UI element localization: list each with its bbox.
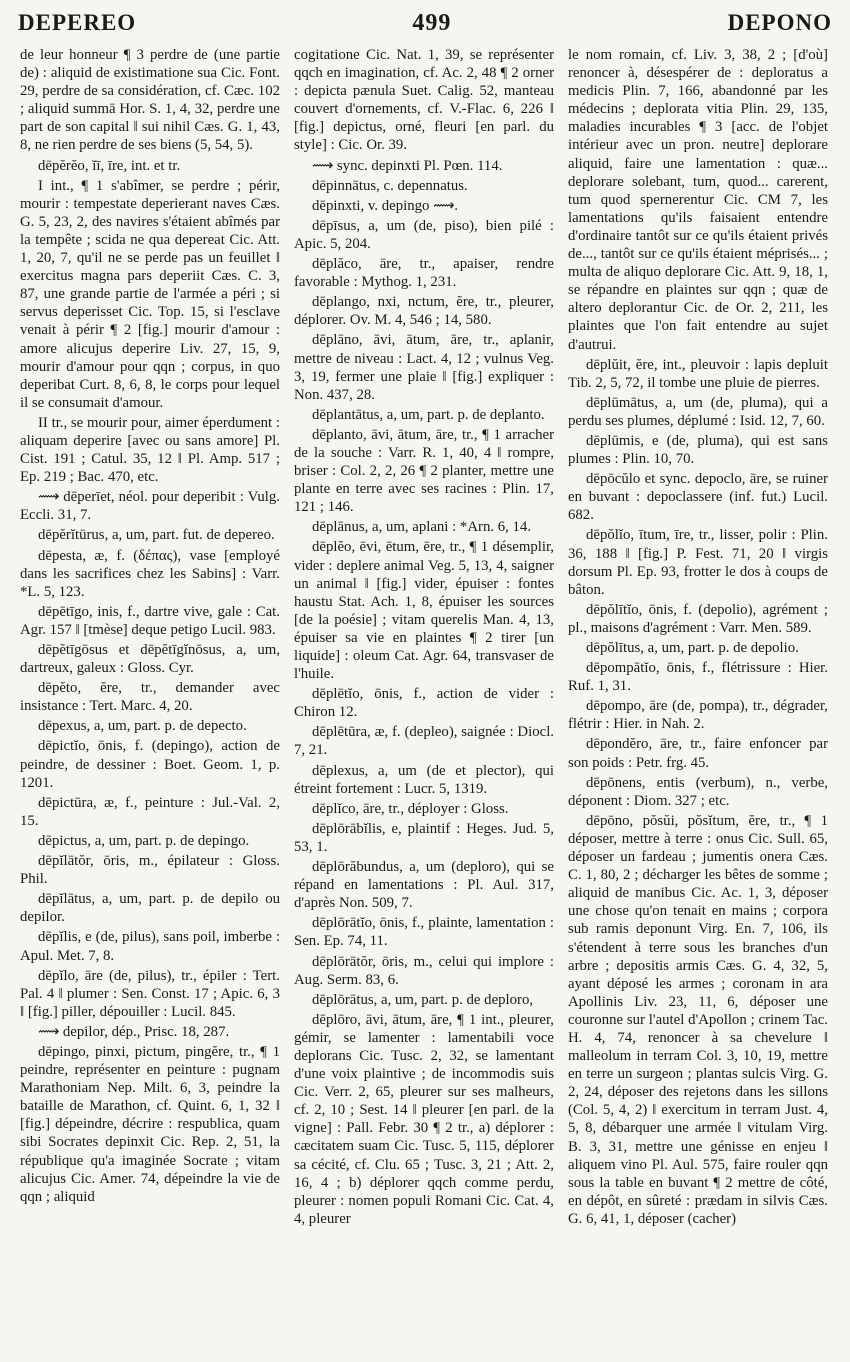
dictionary-entry: dēplōrātus, a, um, part. p. de deploro, bbox=[312, 991, 534, 1008]
dictionary-entry: dēpĕtīgōsus et dēpĕtīgĭnōsus, a, um, dartreux, galeux : Gloss. Cyr. bbox=[20, 642, 280, 677]
dictionary-entry: dēplōrātĭo, ōnis, f., plainte, lamentation : Sen. Ep. 74, 11. bbox=[294, 915, 554, 950]
dictionary-entry: dēpĕrĭtūrus, a, um, part. fut. de depereo. bbox=[38, 527, 275, 544]
dictionary-entry: dēplānus, a, um, aplani : *Arn. 6, 14. bbox=[312, 519, 532, 536]
dictionary-entry: dēplūmis, e (de, pluma), qui est sans plumes : Plin. 10, 70. bbox=[568, 432, 828, 468]
dictionary-entry: dēpinxti, v. depingo ⟿. bbox=[312, 197, 459, 214]
dictionary-entry: dēplĕo, ēvi, ētum, ēre, tr., ¶ 1 désemplir, vider : deplere animal Veg. 5, 13, 4, saigner un animal ‖ [fig.] vider, épuiser : fontes haustu Stat. Ach. 1, 8, épuiser les sources [de la poésie] ; vitam querelis Man. 4, 13, épuiser sa vie en plaintes ¶ 2 tirer [un liquide] : oleum Cat. Agr. 64, transvaser de l'huile. bbox=[294, 539, 554, 683]
right-guide-word: DEPONO bbox=[727, 10, 832, 35]
entry-text: le nom romain, cf. Liv. 3, 38, 2 ; [d'où] renoncer à, désespérer de : deploratus a medicis Plin. 7, 166, abandonné par les médecins ; deplorata vitia Plin. 29, 135, maladies incurables ¶ 3 [acc. de l'objet intérieur avec un pron. neutre] deplorare aliquid, faire une lamentation : quæ... deplorare solebant, tum, quod... carerent, tum quod spernerentur Cic. CM 7, les lamentations qu'ils faisaient entendre d'ordinaire tantôt sur ce qu'ils étaient privés de..., tantôt sur ce qu'ils étaient méprisés... ; multa de aliquo deplorare Cic. Att. 9, 18, 1, se répandre en plaintes sur qqn ; quæ de altero deplorantur Cic. de Or. 2, 211, les plaintes que l'on fait entendre au sujet d'autrui. bbox=[568, 47, 828, 353]
entry-text: I int., ¶ 1 s'abîmer, se perdre ; périr, mourir : tempestate deperierant naves Cæs. G. 5, 23, 2, des navires s'étaient abîmés par la tempête ; scida ne qua depereat Cic. Att. 1, 20, 7, qu'il ne se perde pas un feuillet ‖ exercitus magna pars deperiit Cæs. C. 3, 87, une grande partie de l'armée a péri ; si servus deperisset Cic. Top. 15, si l'esclave venait à périr ¶ 2 [fig.] mourir d'amour : amore alicujus deperire Liv. 27, 15, 9, mourir d'amour pour qqn ; corpus, in quo deperibat Curt. 8, 6, 8, le corps pour lequel il se consumait d'amour. bbox=[20, 177, 280, 411]
dictionary-entry: dēpĕrĕo, ĭī, īre, int. et tr. bbox=[38, 157, 181, 174]
entry-text: ⟿ depilor, dép., Prisc. 18, 287. bbox=[38, 1023, 230, 1040]
dictionary-entry: dēpondĕro, āre, tr., faire enfoncer par son poids : Petr. frg. 45. bbox=[568, 736, 828, 771]
dictionary-entry: dēpĭlātus, a, um, part. p. de depilo ou depilor. bbox=[20, 891, 280, 926]
dictionary-entry: dēplūmātus, a, um (de, pluma), qui a perdu ses plumes, déplumé : Isid. 12, 7, 60. bbox=[568, 394, 828, 429]
dictionary-entry: dēpesta, æ, f. (δέπας), vase [employé dans les sacrifices chez les Sabins] : Varr. *L. 5, 123. bbox=[20, 547, 280, 600]
entry-text: ⟿ dēperīet, néol. pour deperibit : Vulg. Eccli. 31, 7. bbox=[20, 489, 280, 524]
dictionary-entry: dēplango, nxi, nctum, ĕre, tr., pleurer, déplorer. Ov. M. 4, 546 ; 14, 580. bbox=[294, 294, 554, 329]
entry-text: de leur honneur ¶ 3 perdre de (une partie de) : aliquid de existimatione sua Cic. Font. 29, perdre de sa considération, cf. Cæc. 102 ; aliquid summā Hor. S. 1, 4, 32, perdre une part de son capital ‖ sui nihil Cæs. G. 1, 43, 8, ne rien perdre de ses biens (5, 54, 5). bbox=[20, 47, 280, 154]
dictionary-entry: dēplētĭo, ōnis, f., action de vider : Chiron 12. bbox=[294, 686, 554, 721]
dictionary-entry: dēpĭlis, e (de, pilus), sans poil, imberbe : Apul. Met. 7, 8. bbox=[20, 929, 280, 964]
dictionary-entry: dēpŏlītĭo, ōnis, f. (depolio), agrément ; pl., maisons d'agrément : Varr. Men. 589. bbox=[568, 601, 828, 636]
left-guide-word: DEPEREO bbox=[18, 10, 137, 35]
entry-text: II tr., se mourir pour, aimer éperdument : aliquam deperire [avec ou sans amore] Pl. Cist. 191 ; Catul. 35, 12 ‖ Pl. Amp. 517 ; Ep. 219 ; Bac. 470, etc. bbox=[20, 414, 280, 486]
dictionary-entry: dēpōcŭlo et sync. depoclo, āre, se ruiner en buvant : depoclassere (inf. fut.) Lucil. 682. bbox=[568, 471, 828, 524]
dictionary-entry: dēpōnens, entis (verbum), n., verbe, déponent : Diom. 327 ; etc. bbox=[568, 774, 828, 809]
dictionary-entry: dēpōno, pŏsŭi, pŏsĭtum, ĕre, tr., ¶ 1 déposer, mettre à terre : onus Cic. Sull. 65, déposer un fardeau ; jumentis onera Cæs. C. 1, 80, 2 ; décharger les bêtes de somme ; aliquid de manibus Cic. Ac. 1, 3, déposer une chose qu'on tenait en mains ; corpora sub ramis deponunt Virg. En. 7, 106, ils s'étendent à terre sous les branches d'un arbre ; depositis armis Cæs. G. 4, 32, 5, ayant déposé les armes ; coronam in ara Apollinis Liv. 23, 11, 6, déposer une couronne sur l'autel d'Apollon ; crinem Tac. H. 4, 74, renoncer à sa chevelure ‖ malleolum in terram Col. 3, 10, 19, mettre en terre un surgeon ; plantas sulcis Virg. G. 2, 24, déposer des rejetons dans les sillons (Col. 5, 4, 2) ‖ exercitum in terram Just. 4, 5, 8, débarquer une armée ‖ vitulam Virg. B. 3, 31, mettre une génisse en enjeu ‖ aliquem vino Pl. Aul. 575, faire rouler qqn sous la table en buvant ¶ 2 mettre de côté, en dépôt, en sûreté : prædam in silvis Cæs. G. 6, 41, 1, déposer (cacher) bbox=[568, 812, 828, 1227]
dictionary-entry: dēpĕto, ĕre, tr., demander avec insistance : Tert. Marc. 4, 20. bbox=[20, 680, 280, 715]
dictionary-entry: dēplōrātŏr, ōris, m., celui qui implore : Aug. Serm. 83, 6. bbox=[294, 953, 554, 988]
dictionary-entry: dēplŭit, ĕre, int., pleuvoir : lapis depluit Tib. 2, 5, 72, il tombe une pluie de pierres. bbox=[568, 356, 828, 391]
dictionary-entry: dēplāno, āvi, ātum, āre, tr., aplanir, mettre de niveau : Lact. 4, 12 ; vulnus Veg. 3, 19, fermer une plaie ‖ [fig.] expliquer : Non. 437, 28. bbox=[294, 332, 554, 403]
page-number: 499 bbox=[412, 9, 452, 36]
dictionary-entry: dēpictus, a, um, part. p. de depingo. bbox=[38, 832, 250, 849]
dictionary-entry: dēplăco, āre, tr., apaiser, rendre favorable : Mythog. 1, 231. bbox=[294, 256, 554, 291]
column-3 bbox=[568, 46, 828, 1354]
dictionary-entry: dēpĭlo, āre (de, pilus), tr., épiler : Tert. Pal. 4 ‖ plumer : Sen. Const. 17 ; Apic. 6, 3 ‖ [fig.] piller, dépouiller : Lucil. 845. bbox=[20, 967, 280, 1020]
dictionary-entry: dēplōrābĭlis, e, plaintif : Heges. Jud. 5, 53, 1. bbox=[294, 820, 554, 855]
dictionary-entry: dēpīsus, a, um (de, piso), bien pilé : Apic. 5, 204. bbox=[294, 217, 554, 252]
column-1 bbox=[20, 46, 280, 1354]
dictionary-entry: dēpictĭo, ōnis, f. (depingo), action de peindre, de dessiner : Boet. Geom. 1, p. 1201. bbox=[20, 738, 280, 791]
entry-text: cogitatione Cic. Nat. 1, 39, se représenter qqch en imagination, cf. Ac. 2, 48 ¶ 2 orner : depicta pænula Suet. Calig. 52, manteau couvert d'ornements, cf. V.-Flac. 6, 226 ‖ [fig.] depictus, orné, fleuri [en parl. du style] : Cic. Or. 39. bbox=[294, 47, 554, 154]
dictionary-entry: dēpompātĭo, ōnis, f., flétrissure : Hier. Ruf. 1, 31. bbox=[568, 660, 828, 695]
dictionary-entry: dēplētūra, æ, f. (depleo), saignée : Diocl. 7, 21. bbox=[294, 724, 554, 759]
dictionary-entry: dēpexus, a, um, part. p. de depecto. bbox=[38, 718, 247, 735]
text-columns bbox=[20, 46, 830, 1354]
entry-text: ⟿ sync. depinxti Pl. Pœn. 114. bbox=[312, 157, 503, 174]
dictionary-entry: dēpinnātus, c. depennatus. bbox=[312, 177, 468, 194]
dictionary-entry: dēpompo, āre (de, pompa), tr., dégrader, flétrir : Hier. in Nah. 2. bbox=[568, 698, 828, 733]
dictionary-entry: dēpētīgo, inis, f., dartre vive, gale : Cat. Agr. 157 ‖ [tmèse] deque petigo Lucil. 983. bbox=[20, 603, 280, 638]
dictionary-entry: dēplantātus, a, um, part. p. de deplanto. bbox=[312, 406, 545, 423]
dictionary-entry: dēplōrăbundus, a, um (deploro), qui se répand en lamentations : Pl. Aul. 317, d'après Non. 509, 7. bbox=[294, 859, 554, 912]
dictionary-entry: dēplĭco, āre, tr., déployer : Gloss. bbox=[312, 800, 509, 817]
dictionary-entry: dēpictūra, æ, f., peinture : Jul.-Val. 2, 15. bbox=[20, 794, 280, 829]
dictionary-entry: dēplexus, a, um (de et plector), qui étreint fortement : Lucr. 5, 1319. bbox=[294, 762, 554, 797]
column-2 bbox=[294, 46, 554, 1354]
dictionary-entry: dēpŏlĭo, ītum, īre, tr., lisser, polir : Plin. 36, 188 ‖ [fig.] P. Fest. 71, 20 ‖ virgis dorsum Pl. Ep. 93, frotter le dos à coups de bâton. bbox=[568, 527, 828, 598]
running-header bbox=[18, 4, 832, 42]
dictionary-entry: dēpingo, pinxi, pictum, pingĕre, tr., ¶ 1 peindre, représenter en peinture : pugnam Marathoniam Nep. Milt. 6, 3, peindre la bataille de Marathon, cf. Quint. 6, 1, 32 ‖ [fig.] dépeindre, décrire : respublica, quam sibi Socrates depinxit Cic. Rep. 2, 51, la république qu'a imaginée Socrate ; vitam alicujus Cic. Amer. 74, dépeindre la vie de qqn ; aliquid bbox=[20, 1043, 280, 1205]
dictionary-entry: dēpĭlātŏr, ōris, m., épilateur : Gloss. Phil. bbox=[20, 853, 280, 888]
dictionary-entry: dēplōro, āvi, ātum, āre, ¶ 1 int., pleurer, gémir, se lamenter : lamentabili voce deplorans Cic. Tusc. 2, 32, se lamentant d'une voix plaintive ; de incommodis suis Cic. Verr. 2, 65, pleurer sur ses malheurs, cf. 2, 10 ; Sest. 14 ‖ pleurer [en parl. de la vigne] : Pall. Febr. 30 ¶ 2 tr., a) déplorer : cæcitatem suam Cic. Tusc. 5, 115, déplorer sa cécité, cf. Clu. 65 ; Tusc. 3, 21 ; Att. 2, 16, 4 ; b) déplorer qqch comme perdu, pleurer : nomen populi Romani Cic. Cat. 4, 4, pleurer bbox=[294, 1011, 554, 1227]
dictionary-entry: dēpŏlītus, a, um, part. p. de depolio. bbox=[586, 640, 799, 656]
dictionary-entry: dēplanto, āvi, ātum, āre, tr., ¶ 1 arracher de la souche : Varr. R. 1, 40, 4 ‖ rompre, briser : Col. 2, 2, 26 ¶ 2 planter, mettre une plante en terre avec ses racines : Plin. 17, 121 ; 146. bbox=[294, 426, 554, 516]
